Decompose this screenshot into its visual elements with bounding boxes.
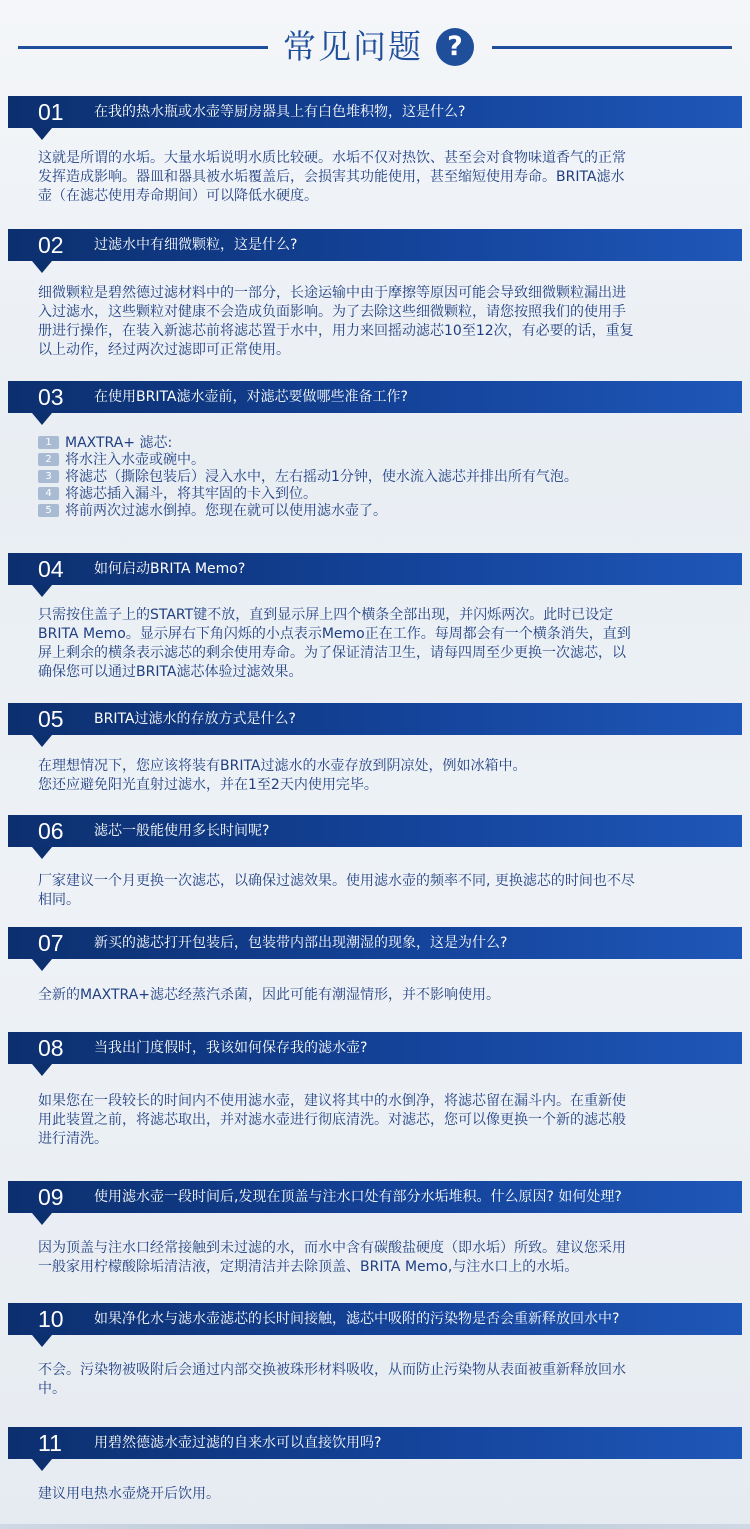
- answer-line: 厂家建议一个月更换一次滤芯，以确保过滤效果。使用滤水壶的频率不同, 更换滤芯的时间也不尽: [38, 873, 635, 889]
- question-bar-notch: [32, 847, 52, 859]
- question-circle-icon: ?: [436, 28, 474, 66]
- question-bar: [8, 553, 742, 585]
- answer-text: [38, 149, 693, 206]
- header-divider-right: [492, 46, 732, 49]
- step-item: [38, 452, 718, 469]
- page-header: [0, 0, 750, 95]
- step-text: 将滤芯插入漏斗，将其牢固的卡入到位。: [65, 486, 317, 502]
- question-number: 03: [38, 384, 64, 410]
- answer-text: [38, 1485, 693, 1504]
- answer-text: [38, 757, 693, 795]
- answer-line: 细微颗粒是碧然德过滤材料中的一部分，长途运输中由于摩擦等原因可能会导致细微颗粒漏出进: [38, 285, 626, 301]
- step-badge: 5: [38, 504, 59, 517]
- question-number: 02: [38, 232, 64, 258]
- answer-line: 册进行操作，在装入新滤芯前将滤芯置于水中，用力来回摇动滤芯10至12次，有必要的话，重复: [38, 323, 634, 339]
- answer-line: 进行清洗。: [38, 1131, 108, 1147]
- question-bar: [8, 927, 742, 959]
- answer-line: 以上动作，经过两次过滤即可正常使用。: [38, 342, 290, 358]
- question-number: 11: [38, 1430, 62, 1456]
- answer-line: 发挥造成影响。器皿和器具被水垢覆盖后，会损害其功能使用，甚至缩短使用寿命。BRITA滤水: [38, 169, 625, 185]
- answer-text: [38, 1092, 693, 1149]
- step-text: 将滤芯（撕除包装后）浸入水中，左右摇动1分钟，使水流入滤芯并排出所有气泡。: [65, 469, 578, 485]
- question-text: 在使用BRITA滤水壶前，对滤芯要做哪些准备工作?: [94, 389, 408, 405]
- question-bar: [8, 703, 742, 735]
- question-bar: [8, 381, 742, 413]
- question-bar-notch: [32, 1213, 52, 1225]
- question-bar-notch: [32, 735, 52, 747]
- answer-text: [38, 1239, 693, 1277]
- question-number: 09: [38, 1184, 64, 1210]
- question-number: 07: [38, 930, 64, 956]
- question-bar-notch: [32, 959, 52, 971]
- question-text: 过滤水中有细微颗粒，这是什么?: [94, 237, 298, 253]
- answer-text: [38, 986, 693, 1005]
- answer-line: 这就是所谓的水垢。大量水垢说明水质比较硬。水垢不仅对热饮、甚至会对食物味道香气的正常: [38, 150, 626, 166]
- answer-line: 屏上剩余的横条表示滤芯的剩余使用寿命。为了保证清洁卫生，请每四周至少更换一次滤芯，以: [38, 645, 626, 661]
- question-bar-notch: [32, 413, 52, 425]
- question-number: 10: [38, 1306, 64, 1332]
- question-text: 使用滤水壶一段时间后,发现在顶盖与注水口处有部分水垢堆积。什么原因? 如何处理?: [94, 1189, 622, 1205]
- question-bar: [8, 1181, 742, 1213]
- page-title: 常见问题: [283, 27, 423, 66]
- step-item: [38, 486, 718, 503]
- answer-line: 如果您在一段较长的时间内不使用滤水壶，建议将其中的水倒净，将滤芯留在漏斗内。在重新使: [38, 1093, 626, 1109]
- step-item: [38, 469, 718, 486]
- step-badge: 2: [38, 453, 59, 466]
- question-text: BRITA过滤水的存放方式是什么?: [94, 711, 296, 727]
- question-text: 在我的热水瓶或水壶等厨房器具上有白色堆积物，这是什么?: [94, 104, 466, 120]
- answer-line: 入过滤水，这些颗粒对健康不会造成负面影响。为了去除这些细微颗粒，请您按照我们的使用手: [38, 304, 626, 320]
- bottom-divider: [0, 1524, 750, 1529]
- answer-text: [38, 606, 693, 682]
- question-bar-notch: [32, 261, 52, 273]
- question-number: 05: [38, 706, 64, 732]
- question-bar-notch: [32, 1064, 52, 1076]
- question-number: 08: [38, 1035, 64, 1061]
- question-bar-notch: [32, 128, 52, 140]
- answer-line: 您还应避免阳光直射过滤水，并在1至2天内使用完毕。: [38, 777, 378, 793]
- question-bar: [8, 96, 742, 128]
- answer-line: 壶（在滤芯使用寿命期间）可以降低水硬度。: [38, 188, 318, 204]
- answer-line: BRITA Memo。显示屏右下角闪烁的小点表示Memo正在工作。每周都会有一个横条消失，直到: [38, 626, 631, 642]
- answer-line: 只需按住盖子上的START键不放，直到显示屏上四个横条全部出现，并闪烁两次。此时已设定: [38, 607, 614, 623]
- answer-line: 中。: [38, 1381, 66, 1397]
- question-bar: [8, 815, 742, 847]
- answer-line: 不会。污染物被吸附后会通过内部交换被珠形材料吸收，从而防止污染物从表面被重新释放回水: [38, 1362, 626, 1378]
- step-text: 将水注入水壶或碗中。: [65, 452, 205, 468]
- step-item: [38, 503, 718, 520]
- step-item: [38, 435, 718, 452]
- answer-line: 相同。: [38, 892, 80, 908]
- question-text: 新买的滤芯打开包装后，包装带内部出现潮湿的现象，这是为什么?: [94, 935, 508, 951]
- answer-line: 在理想情况下，您应该将装有BRITA过滤水的水壶存放到阴凉处，例如冰箱中。: [38, 758, 527, 774]
- question-number: 01: [38, 99, 64, 125]
- question-bar: [8, 1032, 742, 1064]
- question-text: 用碧然德滤水壶过滤的自来水可以直接饮用吗?: [94, 1435, 382, 1451]
- step-badge: 4: [38, 487, 59, 500]
- question-bar-notch: [32, 1335, 52, 1347]
- question-bar-notch: [32, 585, 52, 597]
- answer-line: 全新的MAXTRA+滤芯经蒸汽杀菌，因此可能有潮湿情形，并不影响使用。: [38, 987, 501, 1003]
- step-list: [38, 435, 718, 520]
- question-text: 滤芯一般能使用多长时间呢?: [94, 823, 270, 839]
- question-bar-notch: [32, 1459, 52, 1471]
- header-divider-left: [18, 46, 268, 49]
- step-badge: 3: [38, 470, 59, 483]
- step-text: MAXTRA+ 滤芯:: [65, 435, 173, 451]
- answer-text: [38, 1361, 693, 1399]
- question-text: 如果净化水与滤水壶滤芯的长时间接触，滤芯中吸附的污染物是否会重新释放回水中?: [94, 1311, 620, 1327]
- step-text: 将前两次过滤水倒掉。您现在就可以使用滤水壶了。: [65, 503, 387, 519]
- question-bar: [8, 1427, 742, 1459]
- answer-line: 因为顶盖与注水口经常接触到未过滤的水，而水中含有碳酸盐硬度（即水垢）所致。建议您采用: [38, 1240, 626, 1256]
- step-badge: 1: [38, 436, 59, 449]
- answer-text: [38, 284, 693, 360]
- question-text: 如何启动BRITA Memo?: [94, 561, 246, 577]
- question-bar: [8, 1303, 742, 1335]
- answer-line: 用此装置之前，将滤芯取出，并对滤水壶进行彻底清洗。对滤芯，您可以像更换一个新的滤芯般: [38, 1112, 626, 1128]
- answer-line: 建议用电热水壶烧开后饮用。: [38, 1486, 220, 1502]
- question-number: 04: [38, 556, 64, 582]
- question-number: 06: [38, 818, 64, 844]
- answer-text: [38, 872, 693, 910]
- answer-line: 一般家用柠檬酸除垢清洁液，定期清洁并去除顶盖、BRITA Memo,与注水口上的水垢。: [38, 1259, 579, 1275]
- answer-line: 确保您可以通过BRITA滤芯体验过滤效果。: [38, 664, 303, 680]
- question-bar: [8, 229, 742, 261]
- question-text: 当我出门度假时，我该如何保存我的滤水壶?: [94, 1040, 368, 1056]
